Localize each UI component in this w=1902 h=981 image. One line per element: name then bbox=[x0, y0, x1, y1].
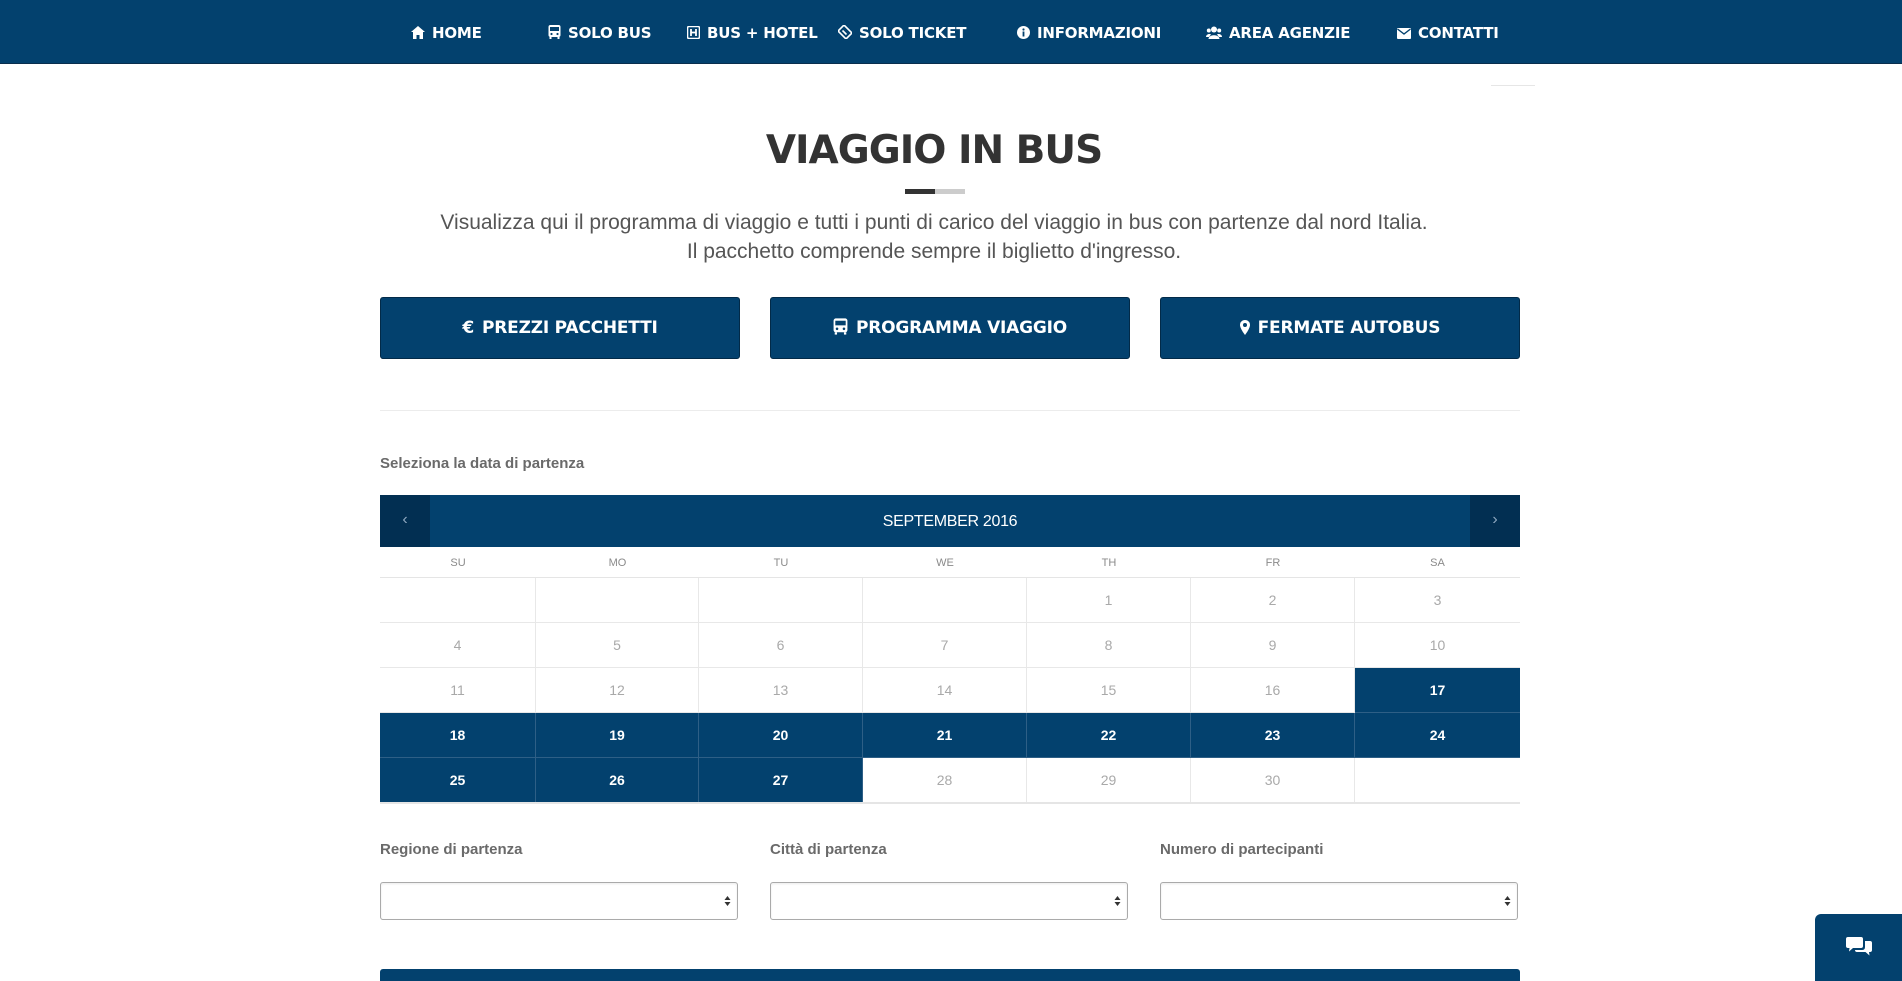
calendar-day-disabled: 11 bbox=[380, 668, 536, 713]
calendar-day-disabled: 12 bbox=[536, 668, 699, 713]
nav-bus-hotel-label: BUS + HOTEL bbox=[707, 24, 818, 42]
calendar-day-disabled: 1 bbox=[1027, 578, 1191, 623]
nav-home-label: HOME bbox=[432, 24, 482, 42]
calendar-day-disabled: 9 bbox=[1191, 623, 1355, 668]
calendar-day-disabled: 10 bbox=[1355, 623, 1520, 668]
calendar-day-available[interactable]: 23 bbox=[1191, 713, 1355, 758]
date-label: Seleziona la data di partenza bbox=[380, 455, 585, 472]
nav-area-agenzie[interactable] bbox=[1206, 0, 1350, 63]
fermate-autobus-label: FERMATE AUTOBUS bbox=[1257, 318, 1441, 338]
map-marker-icon bbox=[1240, 320, 1250, 335]
nav-solo-bus[interactable] bbox=[548, 0, 651, 63]
calendar-day-disabled: 7 bbox=[863, 623, 1027, 668]
calendar-day-disabled: 2 bbox=[1191, 578, 1355, 623]
chat-bubbles-icon bbox=[1846, 936, 1872, 958]
submit-button[interactable] bbox=[380, 969, 1520, 981]
select-arrows-icon bbox=[1114, 895, 1121, 907]
calendar-day-available[interactable]: 18 bbox=[380, 713, 536, 758]
calendar-day-available[interactable]: 26 bbox=[536, 758, 699, 803]
programma-viaggio-button[interactable] bbox=[770, 297, 1130, 359]
weekday-header: TH bbox=[1101, 557, 1117, 569]
nav-informazioni-label: INFORMAZIONI bbox=[1037, 24, 1162, 42]
calendar-bottom-border bbox=[380, 802, 1520, 804]
weekday-header: SU bbox=[450, 557, 466, 569]
euro-icon: € bbox=[462, 318, 474, 338]
calendar-day-disabled: 29 bbox=[1027, 758, 1191, 803]
calendar-day-disabled: 6 bbox=[699, 623, 863, 668]
calendar-next-button[interactable]: › bbox=[1470, 495, 1520, 547]
bus-icon bbox=[548, 25, 561, 39]
page-title: VIAGGIO IN BUS bbox=[765, 128, 1103, 173]
weekday-header: MO bbox=[608, 557, 627, 569]
nav-contatti[interactable] bbox=[1397, 0, 1499, 63]
prezzi-pacchetti-label: PREZZI PACCHETTI bbox=[482, 318, 658, 338]
calendar-empty-cell bbox=[536, 578, 699, 623]
weekday-header: SA bbox=[1430, 557, 1445, 569]
chat-button[interactable] bbox=[1815, 914, 1902, 981]
calendar-weekday-row bbox=[380, 547, 1520, 578]
calendar-day-available[interactable]: 22 bbox=[1027, 713, 1191, 758]
partecipanti-select[interactable] bbox=[1160, 882, 1518, 920]
intro-text-line2: Il pacchetto comprende sempre il biglietto d'ingresso. bbox=[686, 240, 1182, 263]
calendar-day-disabled: 30 bbox=[1191, 758, 1355, 803]
nav-solo-ticket[interactable] bbox=[838, 0, 966, 63]
calendar-day-disabled: 15 bbox=[1027, 668, 1191, 713]
envelope-icon bbox=[1397, 28, 1411, 39]
title-underline-dark bbox=[905, 189, 935, 194]
nav-solo-ticket-label: SOLO TICKET bbox=[859, 24, 967, 42]
weekday-header: TU bbox=[773, 557, 789, 569]
weekday-header: FR bbox=[1265, 557, 1281, 569]
calendar-day-disabled: 16 bbox=[1191, 668, 1355, 713]
nav-home[interactable] bbox=[411, 0, 482, 63]
intro-text-line1: Visualizza qui il programma di viaggio e tutti i punti di carico del viaggio in bus con partenze dal nord Italia. bbox=[440, 211, 1428, 234]
calendar-day-available[interactable]: 24 bbox=[1355, 713, 1520, 758]
calendar-day-disabled: 28 bbox=[863, 758, 1027, 803]
calendar-empty-cell bbox=[699, 578, 863, 623]
regione-select[interactable] bbox=[380, 882, 738, 920]
calendar-day-available[interactable]: 19 bbox=[536, 713, 699, 758]
calendar-day-disabled: 5 bbox=[536, 623, 699, 668]
decorative-line bbox=[1491, 85, 1535, 86]
nav-contatti-label: CONTATTI bbox=[1418, 24, 1499, 42]
nav-informazioni[interactable] bbox=[1017, 0, 1161, 63]
home-icon bbox=[411, 26, 425, 39]
citta-label: Città di partenza bbox=[770, 841, 887, 858]
bus-icon bbox=[833, 318, 848, 335]
weekday-header: WE bbox=[936, 557, 954, 569]
title-underline-light bbox=[935, 189, 965, 194]
programma-viaggio-label: PROGRAMMA VIAGGIO bbox=[855, 318, 1068, 338]
prezzi-pacchetti-button[interactable] bbox=[380, 297, 740, 359]
select-arrows-icon bbox=[724, 895, 731, 907]
users-icon bbox=[1206, 26, 1222, 39]
calendar-prev-button[interactable]: ‹ bbox=[380, 495, 430, 547]
calendar-day-disabled: 3 bbox=[1355, 578, 1520, 623]
partecipanti-label: Numero di partecipanti bbox=[1160, 841, 1324, 858]
nav-solo-bus-label: SOLO BUS bbox=[568, 24, 652, 42]
calendar-day-available[interactable]: 27 bbox=[699, 758, 863, 803]
divider bbox=[380, 410, 1520, 411]
calendar-day-disabled: 4 bbox=[380, 623, 536, 668]
hotel-icon bbox=[687, 26, 700, 39]
calendar-day-disabled: 14 bbox=[863, 668, 1027, 713]
regione-label: Regione di partenza bbox=[380, 841, 523, 858]
fermate-autobus-button[interactable] bbox=[1160, 297, 1520, 359]
calendar-day-available[interactable]: 21 bbox=[863, 713, 1027, 758]
ticket-icon bbox=[838, 25, 852, 39]
calendar-day-available[interactable]: 17 bbox=[1355, 668, 1520, 713]
calendar-header bbox=[380, 495, 1520, 547]
calendar-empty-cell bbox=[380, 578, 536, 623]
calendar-day-available[interactable]: 25 bbox=[380, 758, 536, 803]
nav-area-agenzie-label: AREA AGENZIE bbox=[1229, 24, 1351, 42]
calendar-month-title: SEPTEMBER 2016 bbox=[882, 513, 1018, 530]
nav-bus-hotel[interactable] bbox=[687, 0, 818, 63]
calendar-day-disabled: 8 bbox=[1027, 623, 1191, 668]
calendar-empty-cell bbox=[1355, 758, 1520, 803]
top-navigation bbox=[0, 0, 1902, 64]
calendar-day-available[interactable]: 20 bbox=[699, 713, 863, 758]
calendar-day-disabled: 13 bbox=[699, 668, 863, 713]
citta-select[interactable] bbox=[770, 882, 1128, 920]
info-icon bbox=[1017, 26, 1030, 39]
select-arrows-icon bbox=[1504, 895, 1511, 907]
calendar-empty-cell bbox=[863, 578, 1027, 623]
